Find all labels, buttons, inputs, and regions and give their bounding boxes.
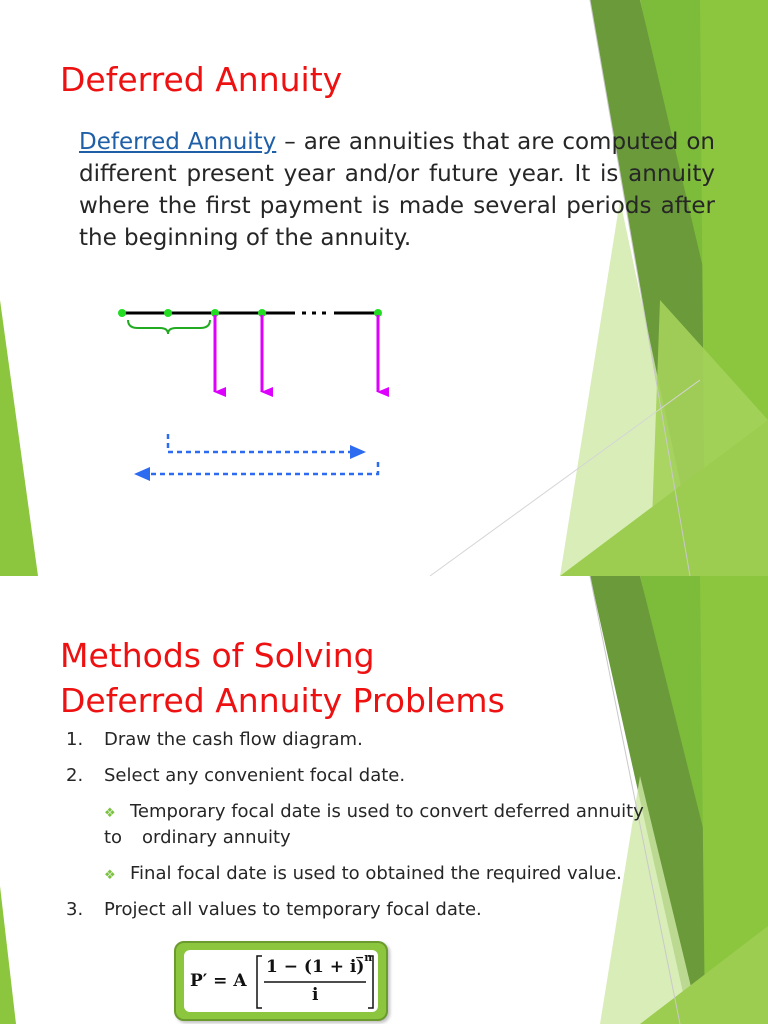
slide-methods (0, 576, 768, 1024)
list-item: 1. Draw the cash flow diagram. (66, 729, 363, 750)
definition-text: – are annuities that are computed on different present year and/or future year. It is annuity where the first payment is made several periods after the beginning of the annuity. (79, 129, 715, 251)
sub-list-item: ❖ Final focal date is used to obtained the required value. (104, 863, 622, 884)
formula-box (174, 941, 388, 1021)
payment-arrows (215, 315, 378, 392)
list-item: 3. Project all values to temporary focal date. (66, 899, 482, 920)
definition-term-link[interactable]: Deferred Annuity (79, 129, 277, 155)
formula-numerator: 1 − (1 + i) (266, 957, 365, 977)
sub-list-item-continuation: to ordinary annuity (104, 827, 291, 848)
diamond-bullet-icon: ❖ (104, 806, 116, 821)
formula-exponent: −n (355, 951, 373, 964)
deferral-brace (128, 320, 210, 334)
formula (184, 950, 378, 1012)
slide-title: Deferred Annuity (60, 60, 343, 99)
diamond-bullet-icon: ❖ (104, 868, 116, 883)
dashed-projection-arrows (150, 434, 378, 474)
formula-denominator: i (312, 985, 319, 1005)
slide-title-line2: Deferred Annuity Problems (60, 681, 505, 720)
formula-lhs: P′ = A (190, 971, 247, 991)
slide-title-line1: Methods of Solving (60, 636, 375, 675)
list-item: 2. Select any convenient focal date. (66, 765, 406, 786)
sub-list-item: ❖ Temporary focal date is used to convert deferred annuity (104, 801, 644, 822)
